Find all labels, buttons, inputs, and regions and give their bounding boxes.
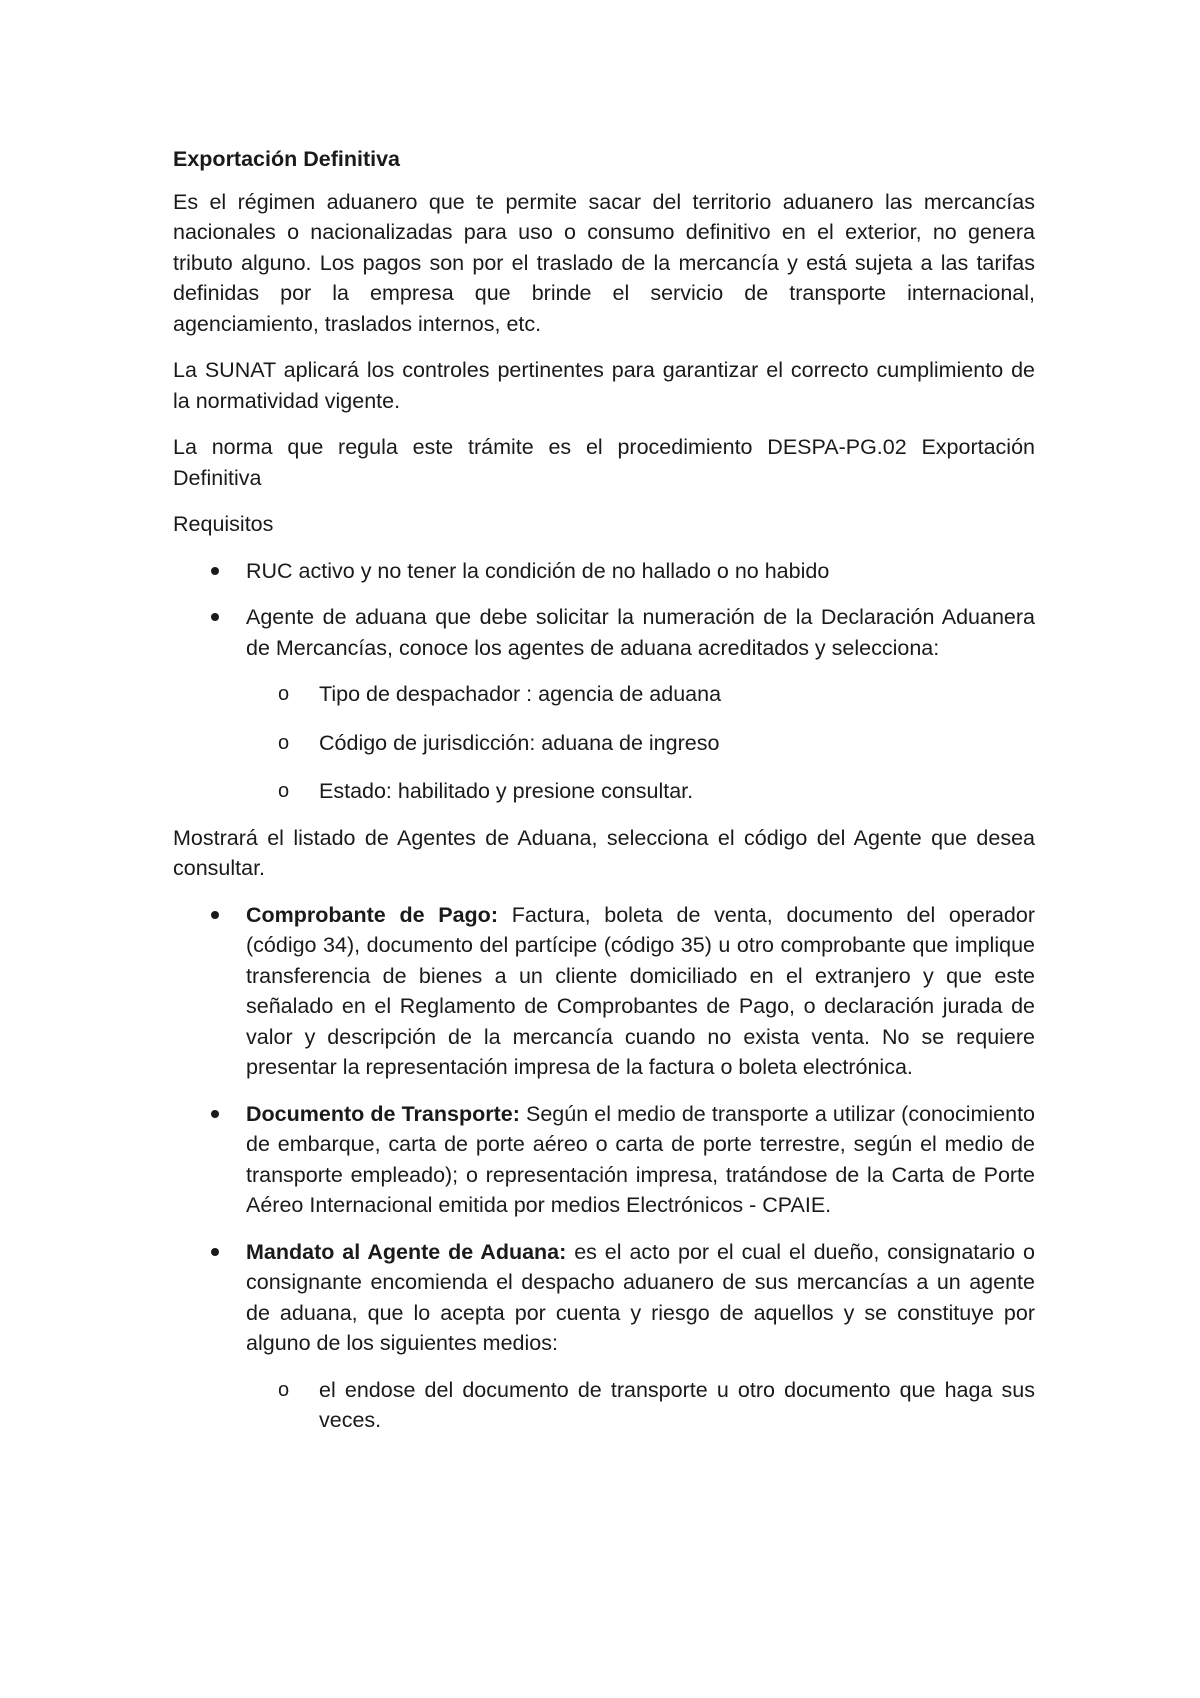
sub-list-item-text: Código de jurisdicción: aduana de ingreso bbox=[319, 730, 720, 755]
list-item bbox=[173, 602, 1035, 807]
bullet-icon bbox=[211, 567, 219, 575]
sub-list-item bbox=[246, 728, 1035, 759]
sub-list-item bbox=[246, 1375, 1035, 1436]
sub-list-item-text: el endose del documento de transporte u otro documento que haga sus veces. bbox=[319, 1377, 1035, 1432]
document-body bbox=[173, 144, 1035, 1454]
document-title: Exportación Definitiva bbox=[173, 147, 400, 171]
requisitos-heading: Requisitos bbox=[173, 512, 274, 536]
requirements-list bbox=[173, 556, 1035, 807]
list-item-text: Agente de aduana que debe solicitar la numeración de la Declaración Aduanera de Mercancías, conoce los agentes de aduana acreditados y selecciona: bbox=[246, 605, 1035, 660]
list-item-text: Según el medio de transporte a utilizar (conocimiento de embarque, carta de porte aéreo o carta de porte terrestre, según el medio de transporte empleado); o representación impresa, tratándose de la Carta de Porte Aéreo Internacional emitida por medios Electrónicos - CPAIE. bbox=[246, 1101, 1036, 1217]
bullet-icon bbox=[211, 1110, 219, 1118]
sub-list-item-text: Estado: habilitado y presione consultar. bbox=[319, 779, 694, 803]
paragraph-listado: Mostrará el listado de Agentes de Aduana, selecciona el código del Agente que desea consultar. bbox=[173, 825, 1035, 880]
list-item-label: Mandato al Agente de Aduana: bbox=[246, 1239, 567, 1264]
bullet-icon bbox=[211, 911, 219, 919]
list-item bbox=[173, 1237, 1035, 1436]
list-item-text: RUC activo y no tener la condición de no hallado o no habido bbox=[246, 558, 830, 583]
circle-bullet-icon: o bbox=[278, 683, 290, 705]
list-item-label: Documento de Transporte: bbox=[246, 1101, 520, 1126]
sub-list bbox=[246, 1375, 1035, 1436]
bullet-icon bbox=[211, 1248, 219, 1256]
paragraph-norma: La norma que regula este trámite es el procedimiento DESPA-PG.02 Exportación Definitiva bbox=[173, 435, 1035, 490]
paragraph-intro: Es el régimen aduanero que te permite sacar del territorio aduanero las mercancías nacionales o nacionalizadas para uso o consumo definitivo en el exterior, no genera tributo alguno. Los pagos son por el traslado de la mercancía y está sujeta a las tarifas definidas por la empresa que brinde el servicio de transporte internacional, agenciamiento, traslados internos, etc. bbox=[173, 189, 1035, 336]
list-item bbox=[173, 1099, 1035, 1221]
list-item bbox=[173, 556, 1035, 587]
paragraph-sunat: La SUNAT aplicará los controles pertinentes para garantizar el correcto cumplimiento de la normatividad vigente. bbox=[173, 358, 1035, 413]
sub-list bbox=[246, 679, 1035, 807]
sub-list-item bbox=[246, 776, 1035, 807]
bullet-icon bbox=[211, 613, 219, 621]
circle-bullet-icon: o bbox=[278, 780, 290, 802]
list-item-text: es el acto por el cual el dueño, consignatario o consignante encomienda el despacho aduanero de sus mercancías a un agente de aduana, que lo acepta por cuenta y riesgo de aquellos y se constituye por alguno de los siguientes medios: bbox=[246, 1239, 1035, 1355]
circle-bullet-icon: o bbox=[278, 1378, 290, 1401]
list-item-text: Factura, boleta de venta, documento del operador (código 34), documento del partícipe (código 35) u otro comprobante que implique transferencia de bienes a un cliente domiciliado en el extranjero y que este señalado en el Reglamento de Comprobantes de Pago, o declaración jurada de valor y descripción de la mercancía cuando no exista venta. No se requiere presentar la representación impresa de la factura o boleta electrónica. bbox=[246, 902, 1035, 1079]
list-item bbox=[173, 900, 1035, 1083]
sub-list-item-text: Tipo de despachador : agencia de aduana bbox=[319, 682, 722, 706]
documents-list bbox=[173, 900, 1035, 1436]
list-item-label: Comprobante de Pago: bbox=[246, 902, 498, 927]
circle-bullet-icon: o bbox=[278, 731, 290, 754]
sub-list-item bbox=[246, 679, 1035, 710]
